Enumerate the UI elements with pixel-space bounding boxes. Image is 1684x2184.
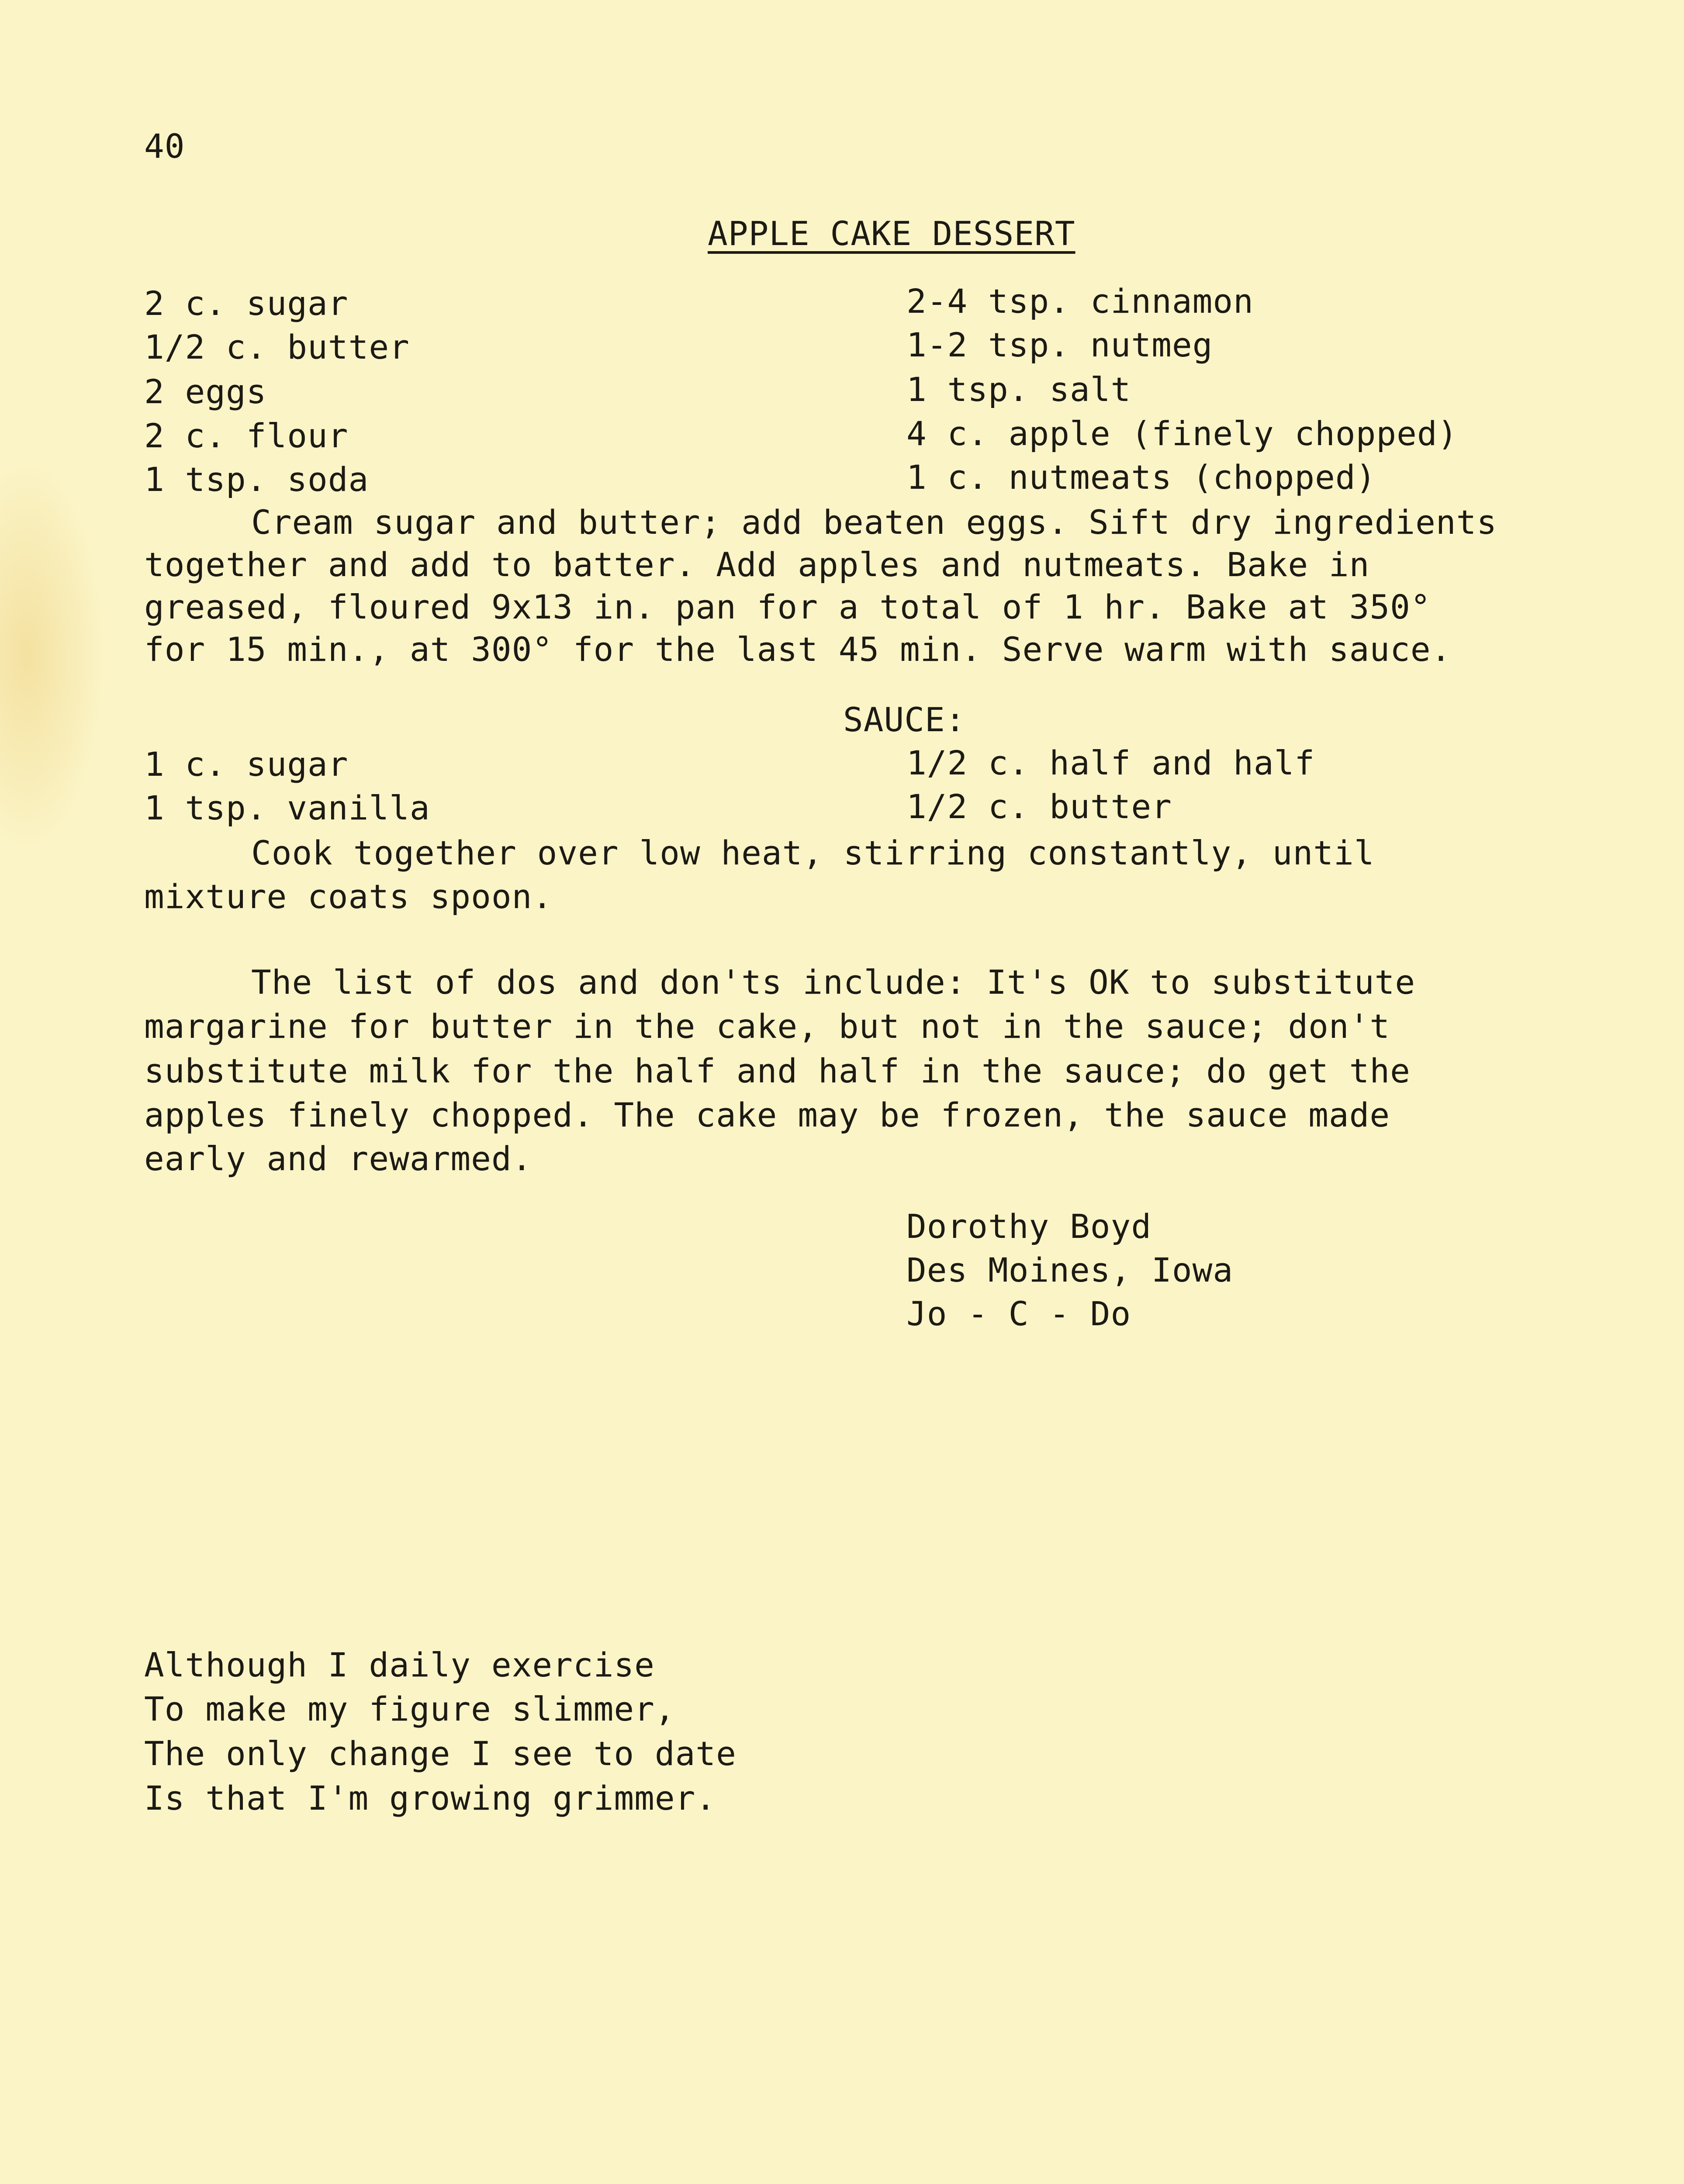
- ingredient-left-3: 2 eggs: [144, 372, 267, 411]
- ingredient-right-2: 1-2 tsp. nutmeg: [906, 325, 1213, 364]
- notes-line-2: margarine for butter in the cake, but not in the sauce; don't: [144, 1007, 1390, 1046]
- ingredient-left-1: 2 c. sugar: [144, 284, 349, 323]
- sauce-directions-line-2: mixture coats spoon.: [144, 877, 553, 916]
- directions-line-1: Cream sugar and butter; add beaten eggs. Sift dry ingredients: [251, 503, 1497, 542]
- poem-line-1: Although I daily exercise: [144, 1645, 655, 1684]
- sauce-ingredient-right-2: 1/2 c. butter: [906, 787, 1172, 826]
- page-stain: [0, 459, 105, 852]
- ingredient-right-3: 1 tsp. salt: [906, 370, 1131, 409]
- sauce-ingredient-left-2: 1 tsp. vanilla: [144, 788, 430, 827]
- directions-line-4: for 15 min., at 300° for the last 45 min. Serve warm with sauce.: [144, 630, 1452, 669]
- poem-line-4: Is that I'm growing grimmer.: [144, 1779, 716, 1818]
- directions-line-3: greased, floured 9x13 in. pan for a total of 1 hr. Bake at 350°: [144, 587, 1431, 626]
- poem-line-3: The only change I see to date: [144, 1734, 737, 1773]
- page-number: 40: [144, 127, 185, 166]
- notes-line-5: early and rewarmed.: [144, 1139, 533, 1178]
- sauce-heading: SAUCE:: [843, 700, 966, 739]
- sauce-ingredient-right-1: 1/2 c. half and half: [906, 743, 1315, 782]
- ingredient-right-1: 2-4 tsp. cinnamon: [906, 282, 1254, 321]
- attribution-club: Jo - C - Do: [906, 1294, 1131, 1333]
- notes-line-1: The list of dos and don'ts include: It's OK to substitute: [251, 963, 1416, 1002]
- notes-line-3: substitute milk for the half and half in the sauce; do get the: [144, 1051, 1411, 1090]
- recipe-title: APPLE CAKE DESSERT: [708, 214, 1075, 253]
- ingredient-left-5: 1 tsp. soda: [144, 460, 369, 499]
- ingredient-right-4: 4 c. apple (finely chopped): [906, 414, 1458, 453]
- attribution-name: Dorothy Boyd: [906, 1207, 1152, 1246]
- attribution-location: Des Moines, Iowa: [906, 1251, 1234, 1289]
- sauce-ingredient-left-1: 1 c. sugar: [144, 745, 349, 784]
- poem-line-2: To make my figure slimmer,: [144, 1690, 675, 1728]
- directions-line-2: together and add to batter. Add apples and nutmeats. Bake in: [144, 545, 1370, 584]
- sauce-directions-line-1: Cook together over low heat, stirring constantly, until: [251, 833, 1375, 872]
- ingredient-left-2: 1/2 c. butter: [144, 328, 410, 366]
- ingredient-right-5: 1 c. nutmeats (chopped): [906, 458, 1376, 497]
- notes-line-4: apples finely chopped. The cake may be frozen, the sauce made: [144, 1095, 1390, 1134]
- ingredient-left-4: 2 c. flour: [144, 416, 349, 455]
